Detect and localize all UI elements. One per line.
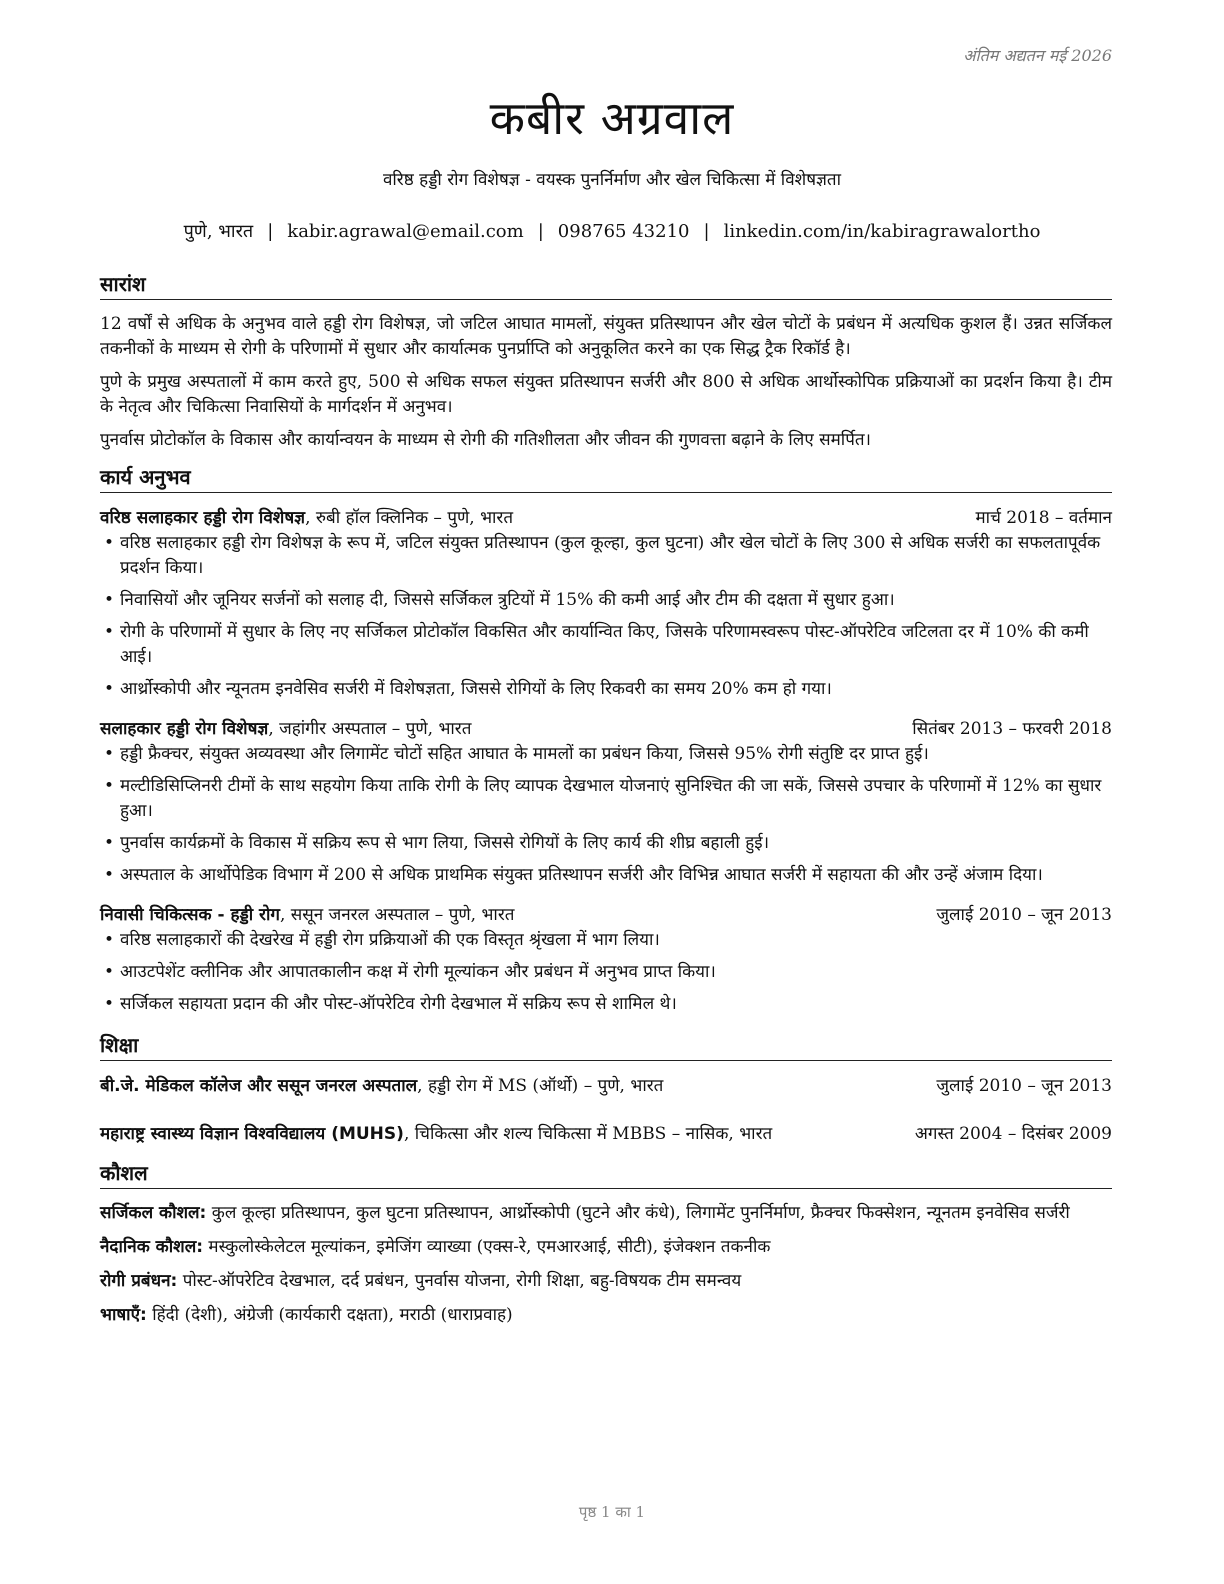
list-item: • सर्जिकल सहायता प्रदान की और पोस्ट-ऑपरेटिव रोगी देखभाल में सक्रिय रूप से शामिल थे। bbox=[100, 992, 1112, 1017]
education-detail: , चिकित्सा और शल्य चिकित्सा में MBBS – नासिक, भारत bbox=[403, 1124, 773, 1144]
list-item: • आउटपेशेंट क्लीनिक और आपातकालीन कक्ष में रोगी मूल्यांकन और प्रबंधन में अनुभव प्राप्त किया। bbox=[100, 960, 1112, 985]
summary-paragraph: पुनर्वास प्रोटोकॉल के विकास और कार्यान्वयन के माध्यम से रोगी की गतिशीलता और जीवन की गुणवत्ता बढ़ाने के लिए समर्पित। bbox=[100, 430, 871, 450]
list-item: • पुनर्वास कार्यक्रमों के विकास में सक्रिय रूप से भाग लिया, जिससे रोगियों के लिए कार्य की शीघ्र बहाली हुई। bbox=[100, 831, 1112, 856]
skill-text: हिंदी (देशी), अंग्रेजी (कार्यकारी दक्षता), मराठी (धाराप्रवाह) bbox=[146, 1305, 513, 1325]
tagline: वरिष्ठ हड्डी रोग विशेषज्ञ - वयस्क पुनर्निर्माण और खेल चिकित्सा में विशेषज्ञता bbox=[382, 170, 842, 190]
list-item: • रोगी के परिणामों में सुधार के लिए नए सर्जिकल प्रोटोकॉल विकसित और कार्यान्वित किए, जिसके परिणामस्वरूप पोस्ट-ऑपरेटिव जटिलता दर में 10% की कमी आई। bbox=[100, 620, 1112, 670]
job-role: वरिष्ठ सलाहकार हड्डी रोग विशेषज्ञ bbox=[100, 508, 306, 528]
contact-separator: | bbox=[267, 221, 274, 242]
education-detail: , हड्डी रोग में MS (ऑर्थो) – पुणे, भारत bbox=[417, 1076, 664, 1096]
skill-label: रोगी प्रबंधन: bbox=[100, 1271, 178, 1291]
education-entry bbox=[100, 1073, 1112, 1099]
job-bullets bbox=[100, 531, 1112, 702]
last-updated: अंतिम अद्यतन मई 2026 bbox=[963, 46, 1112, 65]
skill-line bbox=[100, 1201, 1112, 1226]
section-title-summary: सारांश bbox=[100, 270, 1112, 300]
contact-separator: | bbox=[537, 221, 544, 242]
job-header bbox=[100, 716, 1112, 742]
skill-text: मस्कुलोस्केलेटल मूल्यांकन, इमेजिंग व्याख्या (एक्स-रे, एमआरआई, सीटी), इंजेक्शन तकनीक bbox=[203, 1237, 771, 1257]
skill-line bbox=[100, 1269, 1112, 1294]
contact-line bbox=[0, 219, 1224, 243]
skill-text: कुल कूल्हा प्रतिस्थापन, कुल घुटना प्रतिस्थापन, आर्थ्रोस्कोपी (घुटने और कंधे), लिगामेंट पुनर्निर्माण, फ्रैक्चर फिक्सेशन, न्यूनतम इनवेसिव सर्जरी bbox=[206, 1203, 1070, 1223]
candidate-name: कबीर अग्रवाल bbox=[489, 91, 735, 145]
job-entry bbox=[100, 902, 1112, 1017]
education-school: महाराष्ट्र स्वास्थ्य विज्ञान विश्वविद्यालय (MUHS) bbox=[100, 1124, 404, 1144]
list-item: • अस्पताल के आर्थोपेडिक विभाग में 200 से अधिक प्राथमिक संयुक्त प्रतिस्थापन सर्जरी और विभिन्न आघात सर्जरी में सहायता की और उन्हें अंजाम दिया। bbox=[100, 863, 1112, 888]
section-title-experience: कार्य अनुभव bbox=[100, 463, 1112, 493]
contact-linkedin[interactable]: linkedin.com/in/kabiragrawalortho bbox=[723, 221, 1041, 242]
job-header bbox=[100, 902, 1112, 928]
job-dates: जुलाई 2010 – जून 2013 bbox=[936, 905, 1112, 925]
page-number: पृष्ठ 1 का 1 bbox=[578, 1503, 646, 1521]
education-school: बी.जे. मेडिकल कॉलेज और ससून जनरल अस्पताल bbox=[100, 1076, 418, 1096]
contact-location: पुणे, भारत bbox=[183, 221, 254, 242]
education-entry bbox=[100, 1121, 1112, 1147]
list-item: • निवासियों और जूनियर सर्जनों को सलाह दी, जिससे सर्जिकल त्रुटियों में 15% की कमी आई और टीम की दक्षता में सुधार हुआ। bbox=[100, 588, 1112, 613]
contact-separator: | bbox=[703, 221, 710, 242]
list-item: • हड्डी फ्रैक्चर, संयुक्त अव्यवस्था और लिगामेंट चोटों सहित आघात के मामलों का प्रबंधन किया, जिससे 95% रोगी संतुष्टि दर प्राप्त हुई। bbox=[100, 742, 1112, 767]
summary-paragraph: पुणे के प्रमुख अस्पतालों में काम करते हुए, 500 से अधिक सफल संयुक्त प्रतिस्थापन सर्जरी और 800 से अधिक आर्थोस्कोपिक प्रक्रियाओं का प्रदर्शन किया है। टीम के नेतृत्व और चिकित्सा निवासियों के मार्गदर्शन में अनुभव। bbox=[100, 372, 1112, 417]
contact-phone[interactable]: 098765 43210 bbox=[557, 221, 690, 242]
education-dates: जुलाई 2010 – जून 2013 bbox=[936, 1076, 1112, 1096]
skill-label: भाषाएँ: bbox=[100, 1305, 147, 1325]
list-item: • वरिष्ठ सलाहकार हड्डी रोग विशेषज्ञ के रूप में, जटिल संयुक्त प्रतिस्थापन (कुल कूल्हा, कुल घुटना) और खेल चोटों के लिए 300 से अधिक सर्जरी का सफलतापूर्वक प्रदर्शन किया। bbox=[100, 531, 1112, 581]
list-item: • आर्थ्रोस्कोपी और न्यूनतम इनवेसिव सर्जरी में विशेषज्ञता, जिससे रोगियों के लिए रिकवरी का समय 20% कम हो गया। bbox=[100, 677, 1112, 702]
job-header bbox=[100, 505, 1112, 531]
job-org: , ससून जनरल अस्पताल – पुणे, भारत bbox=[279, 905, 515, 925]
skill-label: नैदानिक कौशल: bbox=[100, 1237, 204, 1257]
job-dates: सितंबर 2013 – फरवरी 2018 bbox=[912, 719, 1112, 739]
list-item: • मल्टीडिसिप्लिनरी टीमों के साथ सहयोग किया ताकि रोगी के लिए व्यापक देखभाल योजनाएं सुनिश्चित की जा सकें, जिससे उपचार के परिणामों में 12% का सुधार हुआ। bbox=[100, 774, 1112, 824]
section-title-skills: कौशल bbox=[100, 1159, 1112, 1189]
skill-label: सर्जिकल कौशल: bbox=[100, 1203, 207, 1223]
job-entry bbox=[100, 505, 1112, 702]
education-dates: अगस्त 2004 – दिसंबर 2009 bbox=[914, 1124, 1112, 1144]
contact-email[interactable]: kabir.agrawal@email.com bbox=[287, 221, 524, 242]
job-dates: मार्च 2018 – वर्तमान bbox=[975, 508, 1112, 528]
job-bullets bbox=[100, 742, 1112, 888]
list-item: • वरिष्ठ सलाहकारों की देखरेख में हड्डी रोग प्रक्रियाओं की एक विस्तृत श्रृंखला में भाग लिया। bbox=[100, 928, 1112, 953]
summary-paragraph: 12 वर्षों से अधिक के अनुभव वाले हड्डी रोग विशेषज्ञ, जो जटिल आघात मामलों, संयुक्त प्रतिस्थापन और खेल चोटों के प्रबंधन में अत्यधिक कुशल हैं। उन्नत सर्जिकल तकनीकों के माध्यम से रोगी के परिणामों में सुधार और कार्यात्मक पुनर्प्राप्ति को अनुकूलित करने का एक सिद्ध ट्रैक रिकॉर्ड है। bbox=[100, 314, 1112, 359]
job-role: निवासी चिकित्सक - हड्डी रोग bbox=[100, 905, 280, 925]
job-org: , रुबी हॉल क्लिनिक – पुणे, भारत bbox=[305, 508, 514, 528]
job-org: , जहांगीर अस्पताल – पुणे, भारत bbox=[268, 719, 472, 739]
section-title-education: शिक्षा bbox=[100, 1031, 1112, 1061]
skill-text: पोस्ट-ऑपरेटिव देखभाल, दर्द प्रबंधन, पुनर्वास योजना, रोगी शिक्षा, बहु-विषयक टीम समन्वय bbox=[177, 1271, 742, 1291]
resume-content bbox=[100, 270, 1112, 1337]
job-bullets bbox=[100, 928, 1112, 1017]
skill-line bbox=[100, 1235, 1112, 1260]
skill-line bbox=[100, 1303, 1112, 1328]
job-entry bbox=[100, 716, 1112, 888]
job-role: सलाहकार हड्डी रोग विशेषज्ञ bbox=[100, 719, 269, 739]
